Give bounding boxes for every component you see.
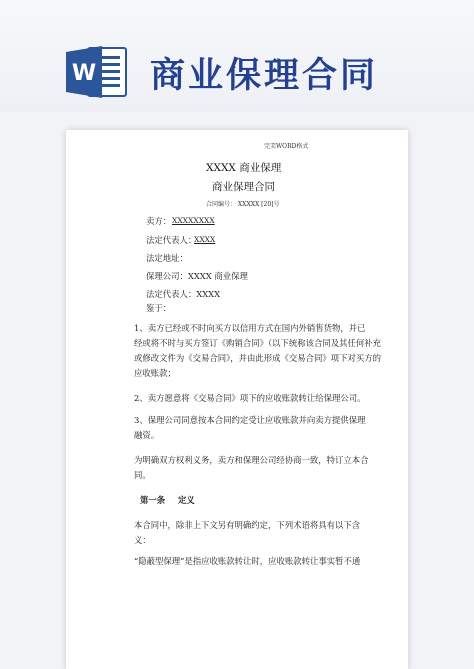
article-1-title: 定义 — [178, 495, 195, 505]
whereas-label: 鉴于： — [146, 303, 172, 313]
article-1-number: 第一条 — [140, 495, 166, 505]
para-3-line-2: 融资。 — [134, 430, 160, 440]
factor-company-line: 保理公司：XXXX 商业保理 — [146, 271, 248, 281]
word-logo-icon — [66, 44, 128, 100]
address-label: 法定地址： — [146, 253, 188, 263]
para-4: 为明确双方权利义务，卖方和保理公司经协商一致，特订立本合 — [134, 455, 369, 465]
seller-label: 卖方： — [146, 216, 172, 226]
legal-rep-1-value: XXXX — [194, 235, 216, 244]
legal-rep-1-label: 法定代表人： — [146, 235, 197, 245]
seller-value: XXXXXXXX — [172, 216, 215, 225]
document-page — [66, 130, 408, 669]
banner-title: 商业保理合同 — [150, 56, 379, 96]
para-1-line-4: 应收账款； — [134, 368, 176, 378]
contract-number: 合同编号： XXXXX [20]号 — [206, 201, 280, 208]
para-1-line-2: 经或将不时与买方签订《购销合同》（以下统称该合同及其任何补充 — [134, 338, 382, 348]
doc-title-2: 商业保理合同 — [212, 181, 275, 193]
para-1-line-3: 或修改文件为《交易合同》，并由此形成《交易合同》项下对买方的 — [134, 353, 382, 363]
para-4-end: 同。 — [134, 470, 151, 480]
article-1-line-1: 本合同中，除非上下文另有明确约定，下列术语将具有以下含 — [134, 520, 361, 530]
article-1-line-2: 义： — [134, 535, 151, 545]
word-logo-letter: W — [71, 61, 97, 86]
para-1-line-1: 1、卖方已经或不时向买方以信用方式在国内外销售货物，并已 — [134, 323, 366, 333]
legal-rep-2-line: 法定代表人：XXXX — [146, 289, 221, 299]
doc-title-1: XXXX 商业保理 — [206, 162, 282, 174]
banner — [0, 0, 474, 112]
para-2: 2、卖方愿意将《交易合同》项下的应收账款转让给保理公司。 — [134, 393, 366, 403]
article-1-line-3: “隐蔽型保理”是指应收账款转让时，应收账款转让事实暂不通 — [134, 556, 361, 566]
para-3-line-1: 3、保理公司同意按本合同约定受让应收账款并向卖方提供保理 — [134, 415, 366, 425]
top-note: 完美WORD格式 — [264, 143, 309, 150]
